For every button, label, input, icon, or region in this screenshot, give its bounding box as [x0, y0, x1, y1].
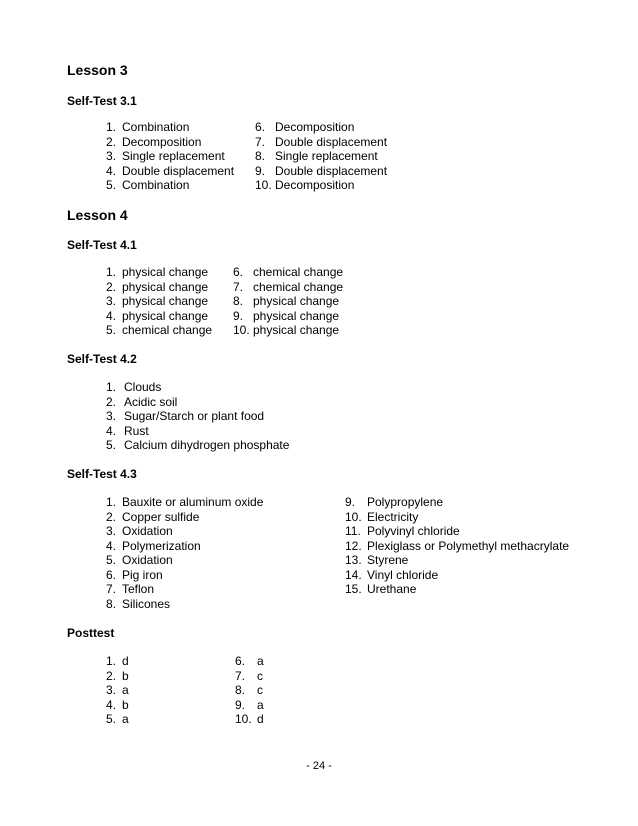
list-item-number: 8.: [255, 149, 266, 163]
list-item-number: 11.: [345, 524, 361, 538]
list-item-number: 1.: [106, 265, 117, 279]
list-item-text: Oxidation: [122, 553, 173, 567]
list-item-number: 2.: [106, 394, 117, 409]
list-item-text: c: [257, 683, 263, 697]
list-item-number: 7.: [106, 582, 117, 596]
list-item-text: chemical change: [122, 323, 213, 337]
list-item-number: 7.: [235, 668, 246, 683]
list-item-text: Electricity: [367, 509, 419, 524]
list-item-number: 14.: [345, 567, 362, 582]
list-item-number: 10.: [233, 323, 250, 337]
list-item-number: 3.: [106, 683, 117, 697]
list-item-number: 4.: [106, 308, 117, 323]
list-item-number: 6.: [235, 654, 246, 668]
list-item-text: Polyvinyl chloride: [367, 524, 460, 538]
lesson3-heading: Lesson 3: [67, 62, 128, 78]
list-item-text: physical change: [253, 323, 340, 337]
list-item-number: 13.: [345, 553, 362, 567]
list-item-text: physical change: [122, 308, 209, 323]
list-item-text: Oxidation: [122, 524, 173, 538]
list-item-number: 15.: [345, 582, 362, 596]
list-item-number: 3.: [106, 409, 117, 423]
list-item-text: c: [257, 668, 263, 683]
list-item-number: 4.: [106, 538, 117, 553]
list-item-text: Copper sulfide: [122, 509, 200, 524]
list-item-number: 8.: [233, 294, 244, 308]
list-item-text: physical change: [253, 294, 340, 308]
list-item-text: a: [257, 654, 264, 668]
list-item-number: 1.: [106, 380, 117, 394]
list-item-text: Plexiglass or Polymethyl methacrylate: [367, 538, 570, 553]
list-item-text: Pig iron: [122, 567, 163, 582]
list-item-number: 10.: [235, 712, 252, 726]
list-item-number: 12.: [345, 538, 362, 553]
list-item-number: 2.: [106, 509, 117, 524]
posttest-heading: Posttest: [67, 626, 115, 640]
list-item-text: a: [122, 683, 129, 697]
list-item-number: 8.: [235, 683, 246, 697]
list-item-text: Styrene: [367, 553, 409, 567]
list-item-number: 4.: [106, 163, 117, 178]
list-item-number: 3.: [106, 149, 117, 163]
list-item-number: 9.: [255, 163, 266, 178]
list-item-text: Single replacement: [122, 149, 225, 163]
list-item-text: Double displacement: [275, 163, 388, 178]
list-item-number: 5.: [106, 178, 117, 192]
list-item-text: Bauxite or aluminum oxide: [122, 495, 264, 509]
list-item-text: Polypropylene: [367, 495, 444, 509]
list-item-number: 7.: [233, 279, 244, 294]
list-item-text: Teflon: [122, 582, 155, 596]
list-item-text: Double displacement: [275, 134, 388, 149]
list-item-text: chemical change: [253, 265, 344, 279]
list-item-number: 5.: [106, 438, 117, 452]
list-item-number: 6.: [233, 265, 244, 279]
list-item-number: 5.: [106, 553, 117, 567]
list-item-number: 6.: [106, 567, 117, 582]
list-item-text: Decomposition: [122, 134, 202, 149]
list-item-text: Double displacement: [122, 163, 235, 178]
list-item-number: 8.: [106, 596, 117, 611]
list-item-number: 1.: [106, 120, 117, 134]
list-item-number: 6.: [255, 120, 266, 134]
list-item-text: Polymerization: [122, 538, 201, 553]
list-item-text: physical change: [253, 308, 340, 323]
list-item-text: d: [257, 712, 264, 726]
selftest43-heading: Self-Test 4.3: [67, 467, 137, 481]
page-number: - 24 -: [306, 760, 332, 772]
list-item-number: 3.: [106, 294, 117, 308]
list-item-number: 7.: [255, 134, 266, 149]
list-item-text: Sugar/Starch or plant food: [124, 409, 265, 423]
list-item-number: 10.: [255, 178, 272, 192]
selftest42-heading: Self-Test 4.2: [67, 352, 137, 366]
list-item-number: 5.: [106, 323, 117, 337]
list-item-text: b: [122, 668, 129, 683]
list-item-text: d: [122, 654, 129, 668]
list-item-text: Vinyl chloride: [367, 567, 439, 582]
selftest41-heading: Self-Test 4.1: [67, 238, 137, 252]
list-item-number: 9.: [233, 308, 244, 323]
list-item-text: Single replacement: [275, 149, 378, 163]
list-item-text: Silicones: [122, 596, 171, 611]
list-item-number: 9.: [345, 495, 356, 509]
list-item-number: 10.: [345, 509, 362, 524]
list-item-text: Calcium dihydrogen phosphate: [124, 438, 290, 452]
lesson4-heading: Lesson 4: [67, 207, 128, 223]
list-item-text: Clouds: [124, 380, 162, 394]
list-item-text: Urethane: [367, 582, 417, 596]
list-item-number: 4.: [106, 697, 117, 712]
list-item-text: Combination: [122, 178, 190, 192]
list-item-text: Rust: [124, 423, 149, 438]
list-item-text: Combination: [122, 120, 190, 134]
list-item-text: physical change: [122, 294, 209, 308]
list-item-number: 1.: [106, 654, 117, 668]
list-item-number: 4.: [106, 423, 117, 438]
selftest31-heading: Self-Test 3.1: [67, 94, 137, 108]
list-item-number: 5.: [106, 712, 117, 726]
list-item-number: 2.: [106, 668, 117, 683]
list-item-number: 2.: [106, 134, 117, 149]
list-item-number: 9.: [235, 697, 246, 712]
list-item-number: 1.: [106, 495, 117, 509]
list-item-number: 2.: [106, 279, 117, 294]
list-item-number: 3.: [106, 524, 117, 538]
list-item-text: Decomposition: [275, 178, 355, 192]
list-item-text: a: [122, 712, 129, 726]
list-item-text: chemical change: [253, 279, 344, 294]
list-item-text: Acidic soil: [124, 394, 178, 409]
list-item-text: b: [122, 697, 129, 712]
list-item-text: a: [257, 697, 264, 712]
list-item-text: Decomposition: [275, 120, 355, 134]
list-item-text: physical change: [122, 265, 209, 279]
list-item-text: physical change: [122, 279, 209, 294]
